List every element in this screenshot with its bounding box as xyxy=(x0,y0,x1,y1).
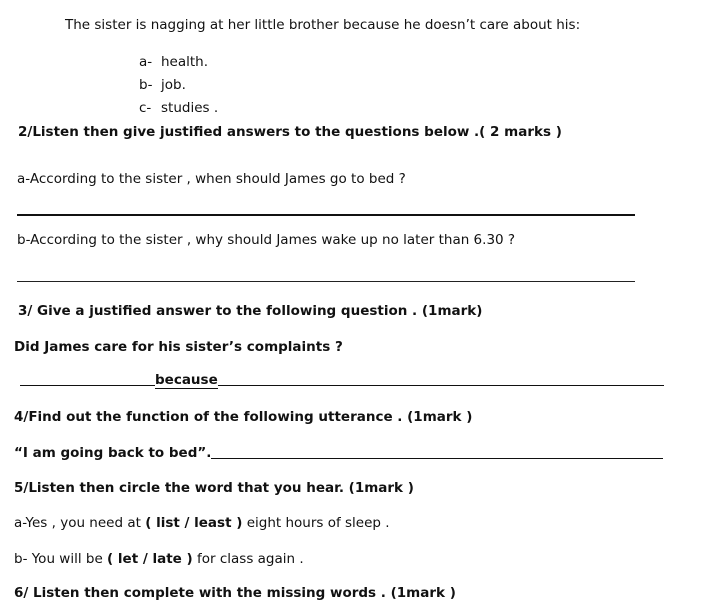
option-c[interactable] xyxy=(139,100,218,116)
q3-answer-blank[interactable] xyxy=(20,371,155,386)
q4-utterance-row xyxy=(14,444,663,461)
q2-heading: 2/Listen then give justified answers to the questions below .( 2 marks ) xyxy=(18,124,562,140)
q5b-sentence xyxy=(14,551,304,567)
intro-text: The sister is nagging at her little brother because he doesn’t care about his: xyxy=(65,17,581,33)
option-text: studies . xyxy=(161,100,219,116)
option-letter: c- xyxy=(139,100,152,116)
option-letter: a- xyxy=(139,54,153,70)
q4-answer-blank[interactable] xyxy=(211,444,663,459)
q6-heading: 6/ Listen then complete with the missing words . (1mark ) xyxy=(14,585,456,601)
q5a-suffix: eight hours of sleep . xyxy=(242,515,390,531)
q2a-question: a-According to the sister , when should James go to bed ? xyxy=(17,171,406,187)
q5b-suffix: for class again . xyxy=(192,551,304,567)
option-a[interactable] xyxy=(139,54,208,70)
q2b-question: b-According to the sister , why should James wake up no later than 6.30 ? xyxy=(17,232,516,248)
q3-justification-blank[interactable] xyxy=(218,371,664,386)
because-label: because xyxy=(155,372,218,388)
q5b-prefix: b- You will be xyxy=(14,551,108,567)
q4-heading: 4/Find out the function of the following utterance . (1mark ) xyxy=(14,409,473,425)
option-text: job. xyxy=(161,77,186,93)
q2a-answer-line[interactable] xyxy=(17,214,635,216)
option-b[interactable] xyxy=(139,77,186,93)
q5a-choice[interactable]: ( list / least ) xyxy=(145,515,243,531)
q4-utterance: “I am going back to bed”. xyxy=(14,445,212,461)
q3-answer-row xyxy=(20,371,664,388)
option-letter: b- xyxy=(139,77,153,93)
q2b-answer-line[interactable] xyxy=(17,281,635,282)
q3-heading: 3/ Give a justified answer to the following question . (1mark) xyxy=(18,303,483,319)
q3-question: Did James care for his sister’s complaints ? xyxy=(14,339,343,355)
option-text: health. xyxy=(161,54,209,70)
q5-heading: 5/Listen then circle the word that you hear. (1mark ) xyxy=(14,480,414,496)
q5a-prefix: a-Yes , you need at xyxy=(14,515,146,531)
q5b-choice[interactable]: ( let / late ) xyxy=(107,551,193,567)
q5a-sentence xyxy=(14,515,390,531)
